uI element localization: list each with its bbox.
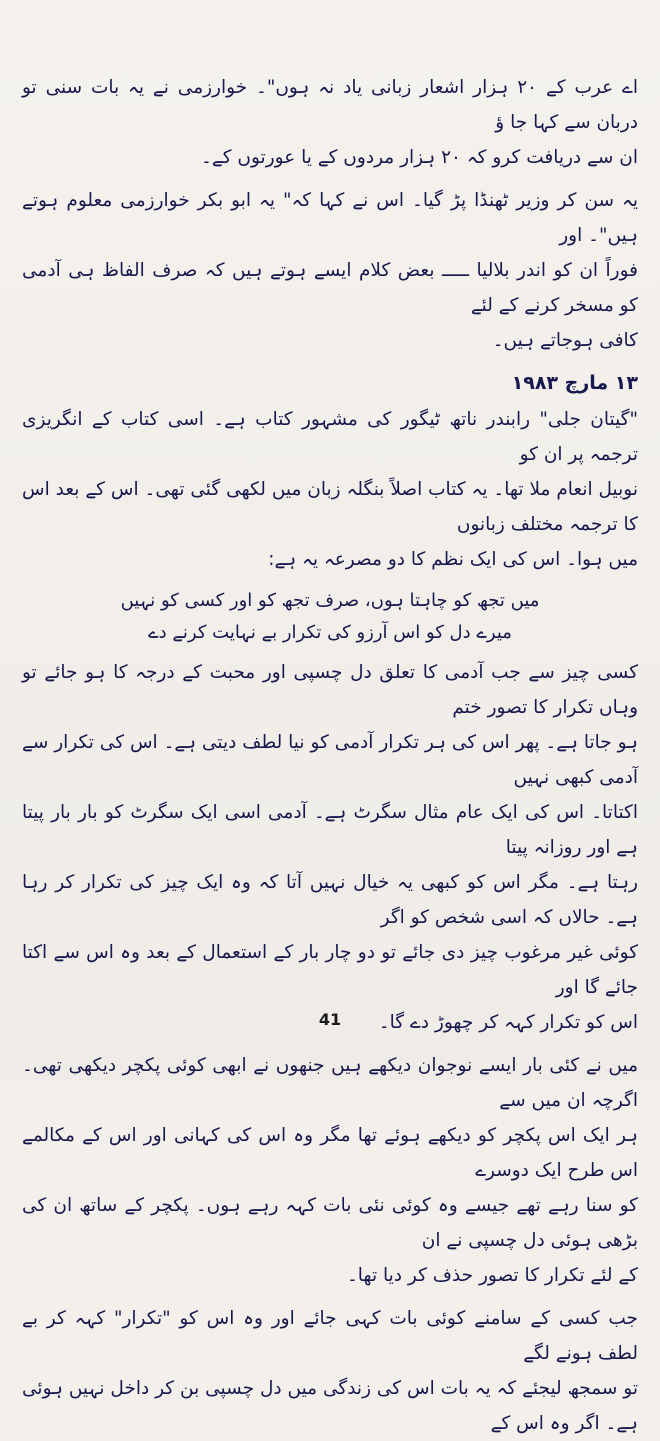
- page-body: [22, 70, 638, 1441]
- verse-line-1: میں تجھ کو چاہتا ہوں، صرف تجھ کو اور کسی کو نہیں: [120, 590, 540, 611]
- verse-line-2: میرے دل کو اس آرزو کی تکرار بے نہایت کرنے دے: [148, 622, 512, 643]
- page-number: 41: [318, 1010, 342, 1029]
- paragraph-gitanjali: "گیتان جلی" رابندر ناتھ ٹیگور کی مشہور کتاب ہے۔ اسی کتاب کے انگریزی ترجمہ پر ان کو نوبیل انعام ملا تھا۔ یہ کتاب اصلاً بنگلہ زبان میں لکھی گئی تھی۔ اس کے بعد اس کا ترجمہ مختلف زبانوں میں ہوا۔ اس کی ایک نظم کا دو مصرعہ یہ ہے:: [22, 409, 638, 570]
- paragraph-khwarizmi-1: اے عرب کے ۲۰ ہزار اشعار زبانی یاد نہ ہوں"۔ خوارزمی نے یہ بات سنی تو دربان سے کہا جا ؤ ان سے دریافت کرو کہ ۲۰ ہزار مردوں کے یا عورتوں کے۔: [22, 77, 638, 168]
- verse-block: [22, 585, 638, 649]
- paragraph-interest: جب کسی کے سامنے کوئی بات کہی جائے اور وہ اس کو "تکرار" کہہ کر بے لطف ہونے لگے تو سمجھ لیجئے کہ یہ بات اس کی زندگی میں دل چسپی بن کر داخل نہیں ہوئی ہے۔ اگر وہ اس کے: [22, 1308, 638, 1434]
- date-heading: ۱۳ مارچ ۱۹۸۳: [511, 372, 638, 394]
- paragraph-youth-picture: میں نے کئی بار ایسے نوجوان دیکھے ہیں جنھوں نے ابھی کوئی پکچر دیکھی تھی۔ اگرچہ ان میں سے ہر ایک اس پکچر کو دیکھے ہوئے تھا مگر وہ اس کی کہانی اور اس کے مکالمے اس طرح ایک دوسرے کو سنا رہے تھے جیسے وہ کوئی نئی بات کہہ رہے ہوں۔ پکچر کے ساتھ ان کی بڑھی ہوئی دل چسپی نے ان کے لئے تکرار کا تصور حذف کر دیا تھا۔: [22, 1055, 638, 1286]
- paragraph-khwarizmi-2: یہ سن کر وزیر ٹھنڈا پڑ گیا۔ اس نے کہا کہ" یہ ابو بکر خوارزمی معلوم ہوتے ہیں"۔ اور فوراً ان کو اندر بلالیا ـــــ بعض کلام ایسے ہوتے ہیں کہ صرف الفاظ ہی آدمی کو مسخر کرنے کے لئے کافی ہوجاتے ہیں۔: [22, 190, 638, 351]
- paragraph-repetition: کسی چیز سے جب آدمی کا تعلق دل چسپی اور محبت کے درجہ کا ہو جائے تو وہاں تکرار کا تصور ختم ہو جاتا ہے۔ پھر اس کی ہر تکرار آدمی کو نیا لطف دیتی ہے۔ اس کی تکرار سے آدمی کبھی نہیں اکتاتا۔ اس کی ایک عام مثال سگرٹ ہے۔ آدمی اسی ایک سگرٹ کو بار بار پیتا ہے اور روزانہ پیتا رہتا ہے۔ مگر اس کو کبھی یہ خیال نہیں آتا کہ وہ ایک چیز کی تکرار کر رہا ہے۔ حالاں کہ اسی شخص کو اگر کوئی غیر مرغوب چیز دی جائے تو دو چار بار کے استعمال کے بعد وہ اس سے اکتا جائے گا اور اس کو تکرار کہہ کر چھوڑ دے گا۔: [22, 662, 638, 1033]
